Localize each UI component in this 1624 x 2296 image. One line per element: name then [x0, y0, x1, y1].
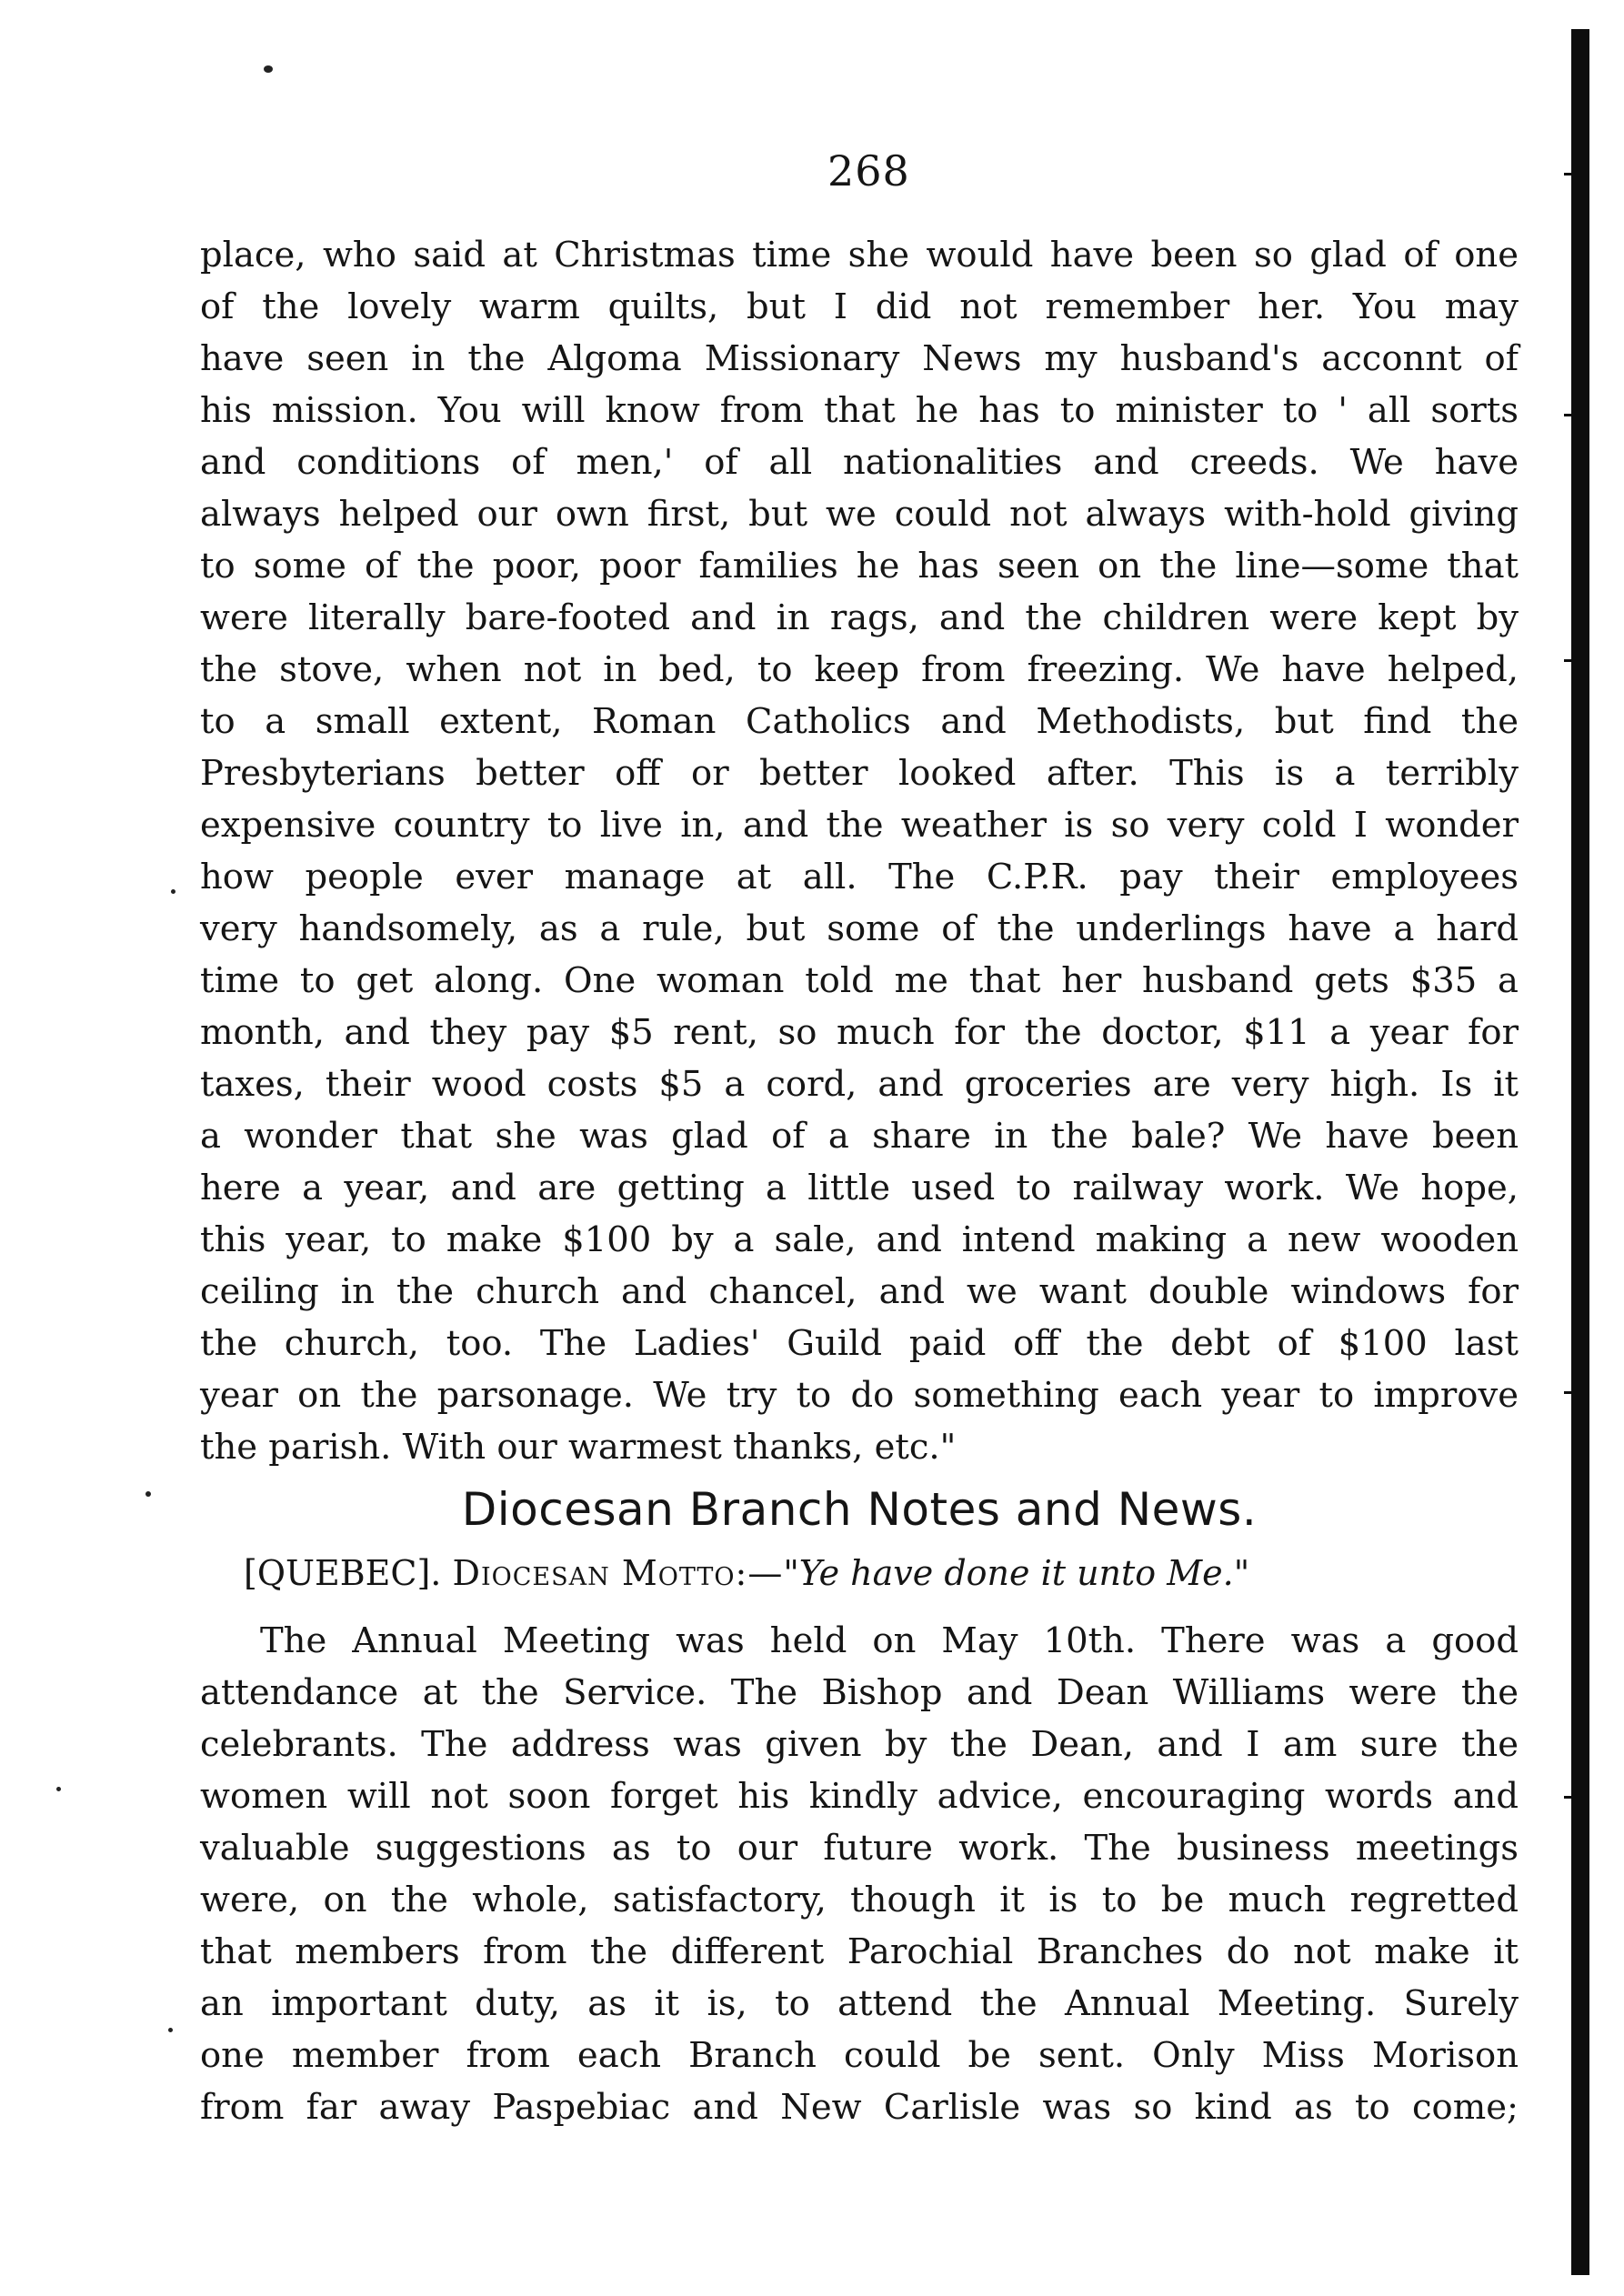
- section-heading: Diocesan Branch Notes and News.: [461, 1483, 1258, 1536]
- motto-text: "Ye have done it unto Me.": [783, 1553, 1250, 1593]
- text-line: attendance at the Service. The Bishop and Dean Williams were the: [200, 1672, 1519, 1713]
- scan-mark: [1564, 659, 1571, 662]
- text-line: have seen in the Algoma Missionary News my husband's acconnt of: [200, 338, 1519, 379]
- text-line: month, and they pay $5 rent, so much for the doctor, $11 a year for: [200, 1012, 1519, 1053]
- text-line: were literally bare-footed and in rags, and the children were kept by: [200, 597, 1519, 638]
- text-line: valuable suggestions as to our future work. The business meetings: [200, 1828, 1519, 1869]
- text-line: to some of the poor, poor families he has seen on the line—some that: [200, 546, 1519, 587]
- text-line: ceiling in the church and chancel, and we want double windows for: [200, 1271, 1519, 1312]
- text-line: one member from each Branch could be sent. Only Miss Morison: [200, 2035, 1519, 2076]
- scan-mark: [1564, 173, 1571, 175]
- text-line: the parish. With our warmest thanks, etc.": [200, 1427, 957, 1468]
- text-line: his mission. You will know from that he has to minister to ' all sorts: [200, 390, 1519, 431]
- text-line: a wonder that she was glad of a share in the bale? We have been: [200, 1116, 1519, 1157]
- text-line: were, on the whole, satisfactory, though it is to be much regretted: [200, 1880, 1519, 1920]
- text-line: The Annual Meeting was held on May 10th. There was a good: [260, 1620, 1519, 1661]
- text-line: expensive country to live in, and the weather is so very cold I wonder: [200, 805, 1519, 846]
- text-line: place, who said at Christmas time she would have been so glad of one: [200, 235, 1519, 276]
- text-line: women will not soon forget his kindly advice, encouraging words and: [200, 1776, 1519, 1817]
- text-line: celebrants. The address was given by the Dean, and I am sure the: [200, 1724, 1519, 1765]
- text-line: that members from the different Parochial Branches do not make it: [200, 1931, 1519, 1972]
- scan-speck: [56, 1787, 61, 1791]
- text-line: Presbyterians better off or better looked after. This is a terribly: [200, 753, 1519, 794]
- scan-speck: [145, 1491, 151, 1497]
- text-line: very handsomely, as a rule, but some of the underlings have a hard: [200, 908, 1519, 949]
- motto-label: Diocesan Motto:—: [452, 1553, 784, 1593]
- text-line: and conditions of men,' of all nationalities and creeds. We have: [200, 442, 1519, 483]
- letter-paragraph: [200, 229, 1519, 1473]
- diocesan-motto: [244, 1549, 1249, 1598]
- text-line: this year, to make $100 by a sale, and intend making a new wooden: [200, 1219, 1519, 1260]
- scan-mark: [1564, 1796, 1571, 1799]
- page-number: 268: [827, 146, 910, 196]
- text-line: here a year, and are getting a little used to railway work. We hope,: [200, 1168, 1519, 1208]
- meeting-paragraph: [200, 1615, 1519, 2133]
- scan-mark: [1564, 414, 1571, 416]
- text-line: the stove, when not in bed, to keep from freezing. We have helped,: [200, 649, 1519, 690]
- text-line: always helped our own first, but we could not always with-hold giving: [200, 494, 1519, 535]
- text-line: an important duty, as it is, to attend the Annual Meeting. Surely: [200, 1983, 1519, 2024]
- text-line: time to get along. One woman told me that her husband gets $35 a: [200, 960, 1519, 1001]
- diocese-name: [QUEBEC].: [244, 1553, 442, 1593]
- page-binding-edge: [1571, 29, 1589, 2275]
- text-line: from far away Paspebiac and New Carlisle was so kind as to come;: [200, 2087, 1519, 2128]
- text-line: how people ever manage at all. The C.P.R. pay their employees: [200, 857, 1519, 897]
- scan-speck: [171, 889, 175, 894]
- text-line: year on the parsonage. We try to do something each year to improve: [200, 1375, 1519, 1416]
- scan-mark: [1564, 1391, 1571, 1394]
- text-line: to a small extent, Roman Catholics and Methodists, but find the: [200, 701, 1519, 742]
- text-line: the church, too. The Ladies' Guild paid off the debt of $100 last: [200, 1323, 1519, 1364]
- scan-speck: [264, 65, 273, 73]
- text-line: taxes, their wood costs $5 a cord, and groceries are very high. Is it: [200, 1064, 1519, 1105]
- scan-speck: [168, 2028, 173, 2032]
- text-line: of the lovely warm quilts, but I did not remember her. You may: [200, 286, 1519, 327]
